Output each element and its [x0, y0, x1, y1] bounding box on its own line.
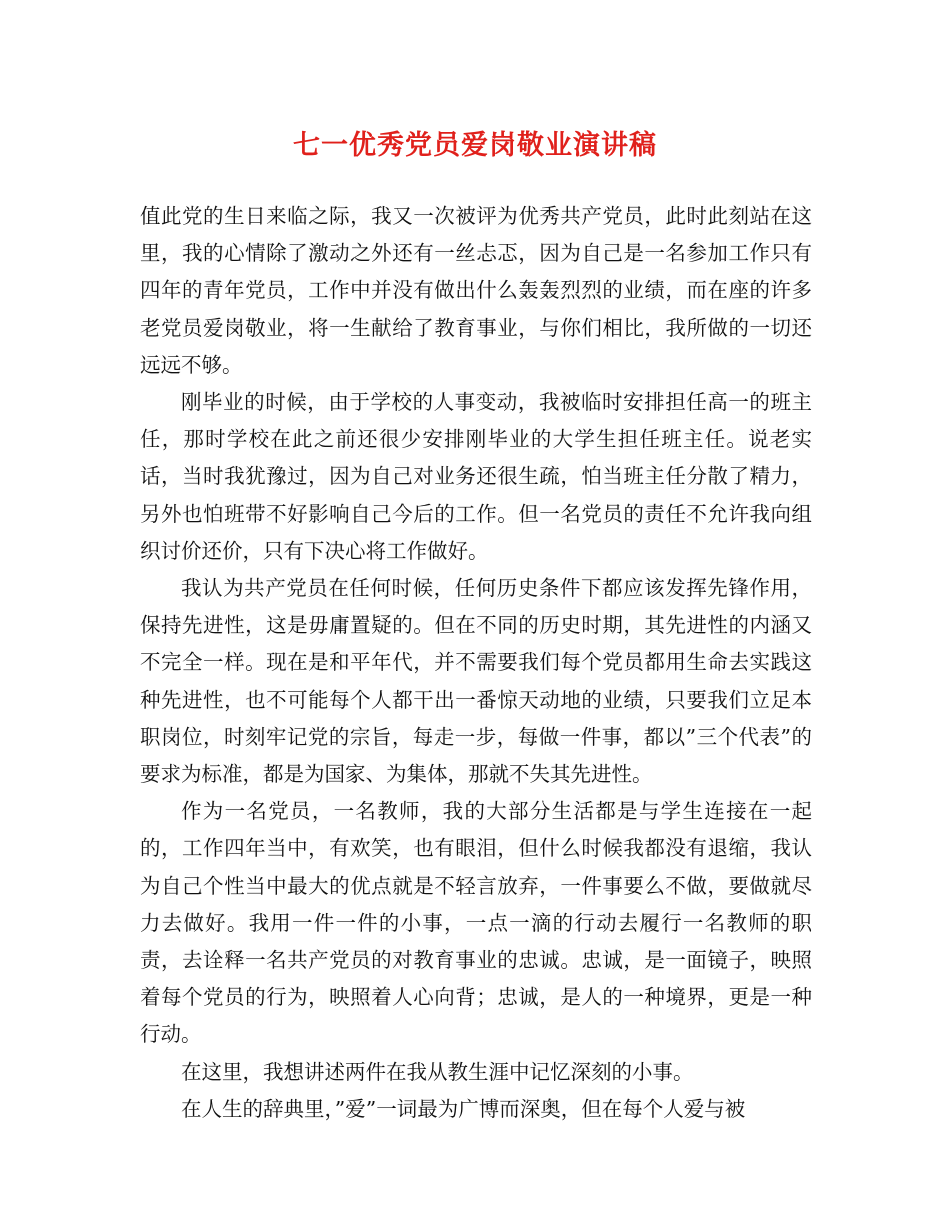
paragraph: 在人生的辞典里，”爱”一词最为广博而深奥，但在每个人爱与被: [181, 1096, 746, 1121]
document-title: 七一优秀党员爱岗敬业演讲稿: [293, 130, 657, 161]
paragraph: 在这里，我想讲述两件在我从教生涯中记忆深刻的小事。: [181, 1059, 694, 1084]
paragraph: 刚毕业的时候，由于学校的人事变动，我被临时安排担任高一的班主任，那时学校在此之前还很少安排刚毕业的大学生担任班主任。说老实话，当时我犹豫过，因为自己对业务还很生疏，怕当班主任分散了精力，另外也怕班带不好影响自己今后的工作。但一名党员的责任不允许我向组织讨价还价，只有下决心将工作做好。: [140, 390, 812, 563]
paragraph: 作为一名党员，一名教师，我的大部分生活都是与学生连接在一起的，工作四年当中，有欢笑，也有眼泪，但什么时候我都没有退缩，我认为自己个性当中最大的优点就是不轻言放弃，一件事要么不做，要做就尽力去做好。我用一件一件的小事，一点一滴的行动去履行一名教师的职责，去诠释一名共产党员的对教育事业的忠诚。忠诚，是一面镜子，映照着每个党员的行为，映照着人心向背；忠诚，是人的一种境界，更是一种行动。: [140, 799, 812, 1047]
document-body: [140, 198, 812, 1128]
paragraph: 我认为共产党员在任何时候，任何历史条件下都应该发挥先锋作用，保持先进性，这是毋庸置疑的。但在不同的历史时期，其先进性的内涵又不完全一样。现在是和平年代，并不需要我们每个党员都用生命去实践这种先进性，也不可能每个人都干出一番惊天动地的业绩，只要我们立足本职岗位，时刻牢记党的宗旨，每走一步，每做一件事，都以”三个代表”的要求为标准，都是为国家、为集体，那就不失其先进性。: [140, 576, 812, 787]
paragraph: 值此党的生日来临之际，我又一次被评为优秀共产党员，此时此刻站在这里，我的心情除了激动之外还有一丝忐忑，因为自己是一名参加工作只有四年的青年党员，工作中并没有做出什么轰轰烈烈的业绩，而在座的许多老党员爱岗敬业，将一生献给了教育事业，与你们相比，我所做的一切还远远不够。: [140, 204, 812, 377]
